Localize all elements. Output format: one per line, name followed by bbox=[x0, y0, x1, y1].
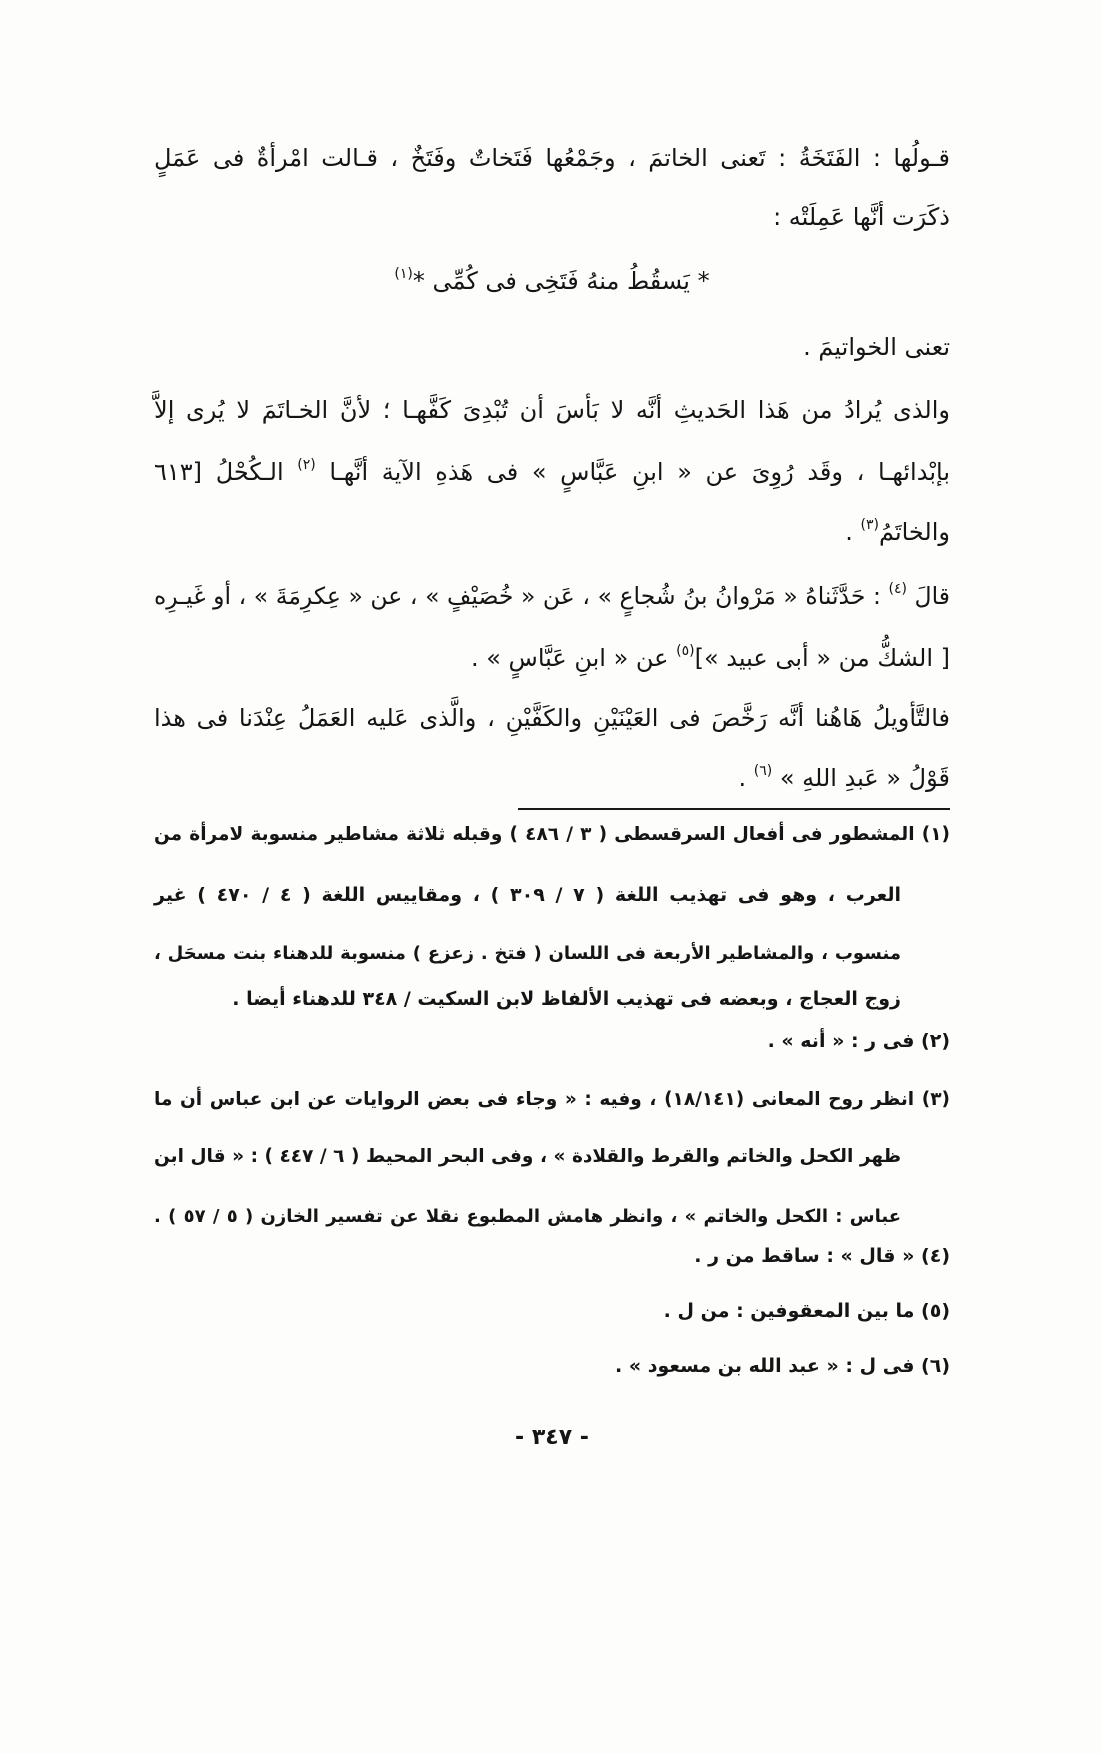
body-text: بإبْدائهـا ، وقَد رُوِىَ عن « ابنِ عَبَّاسٍ » فى هَذهِ الآية أنَّهـا bbox=[329, 458, 950, 486]
body-text: الـكُحْلُ bbox=[215, 458, 284, 486]
footnote-3-continuation: ظهر الكحل والخاتم والقرط والقلادة » ، وفى البحر المحيط ( ٦ / ٤٤٧ ) : « قال ابن bbox=[154, 1146, 902, 1167]
body-text: قالَ bbox=[914, 582, 950, 610]
page-number: - ٣٤٧ - bbox=[515, 1425, 589, 1450]
footnote-1-continuation: العرب ، وهو فى تهذيب اللغة ( ٧ / ٣٠٩ ) ، ومقاييس اللغة ( ٤ / ٤٧٠ ) غير bbox=[154, 884, 902, 906]
manuscript-folio-marker: [٦١٣ bbox=[154, 458, 203, 486]
footnote-2 bbox=[154, 1023, 950, 1059]
footnote-1-continuation: زوج العجاج ، وبعضه فى تهذيب الألفاظ لابن السكيت / ٣٤٨ للدهناء أيضا . bbox=[232, 988, 901, 1010]
footnote-text: المشطور فى أفعال السرقسطى ( ٣ / ٤٨٦ ) وقبله ثلاثة مشاطير منسوبة لامرأة من bbox=[154, 824, 915, 845]
footnote-marker: (٤) bbox=[921, 1245, 950, 1267]
body-text: [ الشكُّ من « أبى عبيد »] bbox=[694, 644, 950, 672]
body-line: تعنى الخواتيمَ . bbox=[803, 333, 950, 361]
footnote-marker: (٥) bbox=[921, 1300, 950, 1322]
footnote-6 bbox=[154, 1348, 950, 1384]
footnote-reference: (٦) bbox=[753, 763, 773, 779]
body-line bbox=[154, 450, 950, 494]
footnote-marker: (٦) bbox=[921, 1355, 950, 1377]
footnote-marker: (٢) bbox=[921, 1030, 950, 1052]
footnote-reference: (٤) bbox=[888, 581, 907, 597]
body-line bbox=[154, 510, 950, 554]
footnote-reference: (٣) bbox=[860, 517, 879, 533]
footnote-text: ما بين المعقوفين : من ل . bbox=[663, 1300, 915, 1322]
footnote-text: فى ل : « عبد الله بن مسعود » . bbox=[614, 1355, 915, 1377]
verse-text: * يَسقُطُ منهُ فَتَخِى فى كُمِّى * bbox=[412, 267, 710, 295]
footnote-separator bbox=[518, 808, 950, 810]
footnote-reference: (٢) bbox=[297, 457, 316, 473]
body-text: . bbox=[738, 764, 747, 792]
body-text: عن « ابنِ عَبَّاسٍ » . bbox=[470, 644, 669, 672]
footnote-reference: (٥) bbox=[676, 643, 695, 659]
footnote-3 bbox=[154, 1082, 950, 1118]
footnote-4 bbox=[154, 1238, 950, 1274]
footnote-text: « قال » : ساقط من ر . bbox=[694, 1245, 915, 1267]
footnote-text: انظر روح المعانى (١٨/١٤١) ، وفيه : « وجاء فى بعض الروايات عن ابن عباس أن ما bbox=[154, 1089, 915, 1110]
footnote-marker: (٣) bbox=[921, 1089, 950, 1110]
body-line bbox=[154, 756, 950, 800]
body-text: . bbox=[845, 518, 853, 546]
footnote-3-continuation: عباس : الكحل والخاتم » ، وانظر هامش المطبوع نقلا عن تفسير الخازن ( ٥ / ٥٧ ) . bbox=[154, 1206, 901, 1227]
footnote-1-continuation: منسوب ، والمشاطير الأربعة فى اللسان ( فتخ . زعزع ) منسوبة للدهناء بنت مسحَل ، bbox=[154, 943, 901, 964]
verse-line bbox=[154, 259, 950, 303]
body-line: ذكَرَت أنَّها عَمِلَتْه : bbox=[773, 203, 950, 231]
footnote-marker: (١) bbox=[921, 824, 951, 845]
footnote-text: فى ر : « أنه » . bbox=[767, 1030, 915, 1052]
footnote-1 bbox=[154, 817, 950, 853]
body-line bbox=[154, 574, 950, 618]
body-line: قـولُها : الفَتَخَةُ : تَعنى الخاتمَ ، وجَمْعُها فَتَخاتٌ وفَتَخٌ ، قـالت امْرأةٌ فى عَمَلٍ bbox=[154, 144, 950, 172]
footnote-reference: (١) bbox=[394, 266, 413, 282]
body-text: : حَدَّثَناهُ « مَرْوانُ بنُ شُجاعٍ » ، عَن « خُصَيْفٍ » ، عن « عِكرِمَةَ » ، أو غَيـرِه bbox=[154, 582, 881, 610]
body-line bbox=[154, 636, 950, 680]
body-line: فالتَّأويلُ هَاهُنا أنَّه رَخَّصَ فى العَيْنَيْنِ والكَفَّيْنِ ، والَّذى عَليه العَمَلُ عِنْدَنا فى هذا bbox=[154, 704, 950, 732]
body-line: والذى يُرادُ من هَذا الحَديثِ أنَّه لا بَأسَ أن تُبْدِىَ كَفَّهـا ؛ لأنَّ الخـاتَمَ لا يُرى إلاَّ bbox=[154, 396, 950, 424]
body-text: والخاتَمُ bbox=[878, 518, 950, 546]
footnote-5 bbox=[154, 1293, 950, 1329]
body-text: قَوْلُ « عَبدِ اللهِ » bbox=[779, 764, 950, 792]
